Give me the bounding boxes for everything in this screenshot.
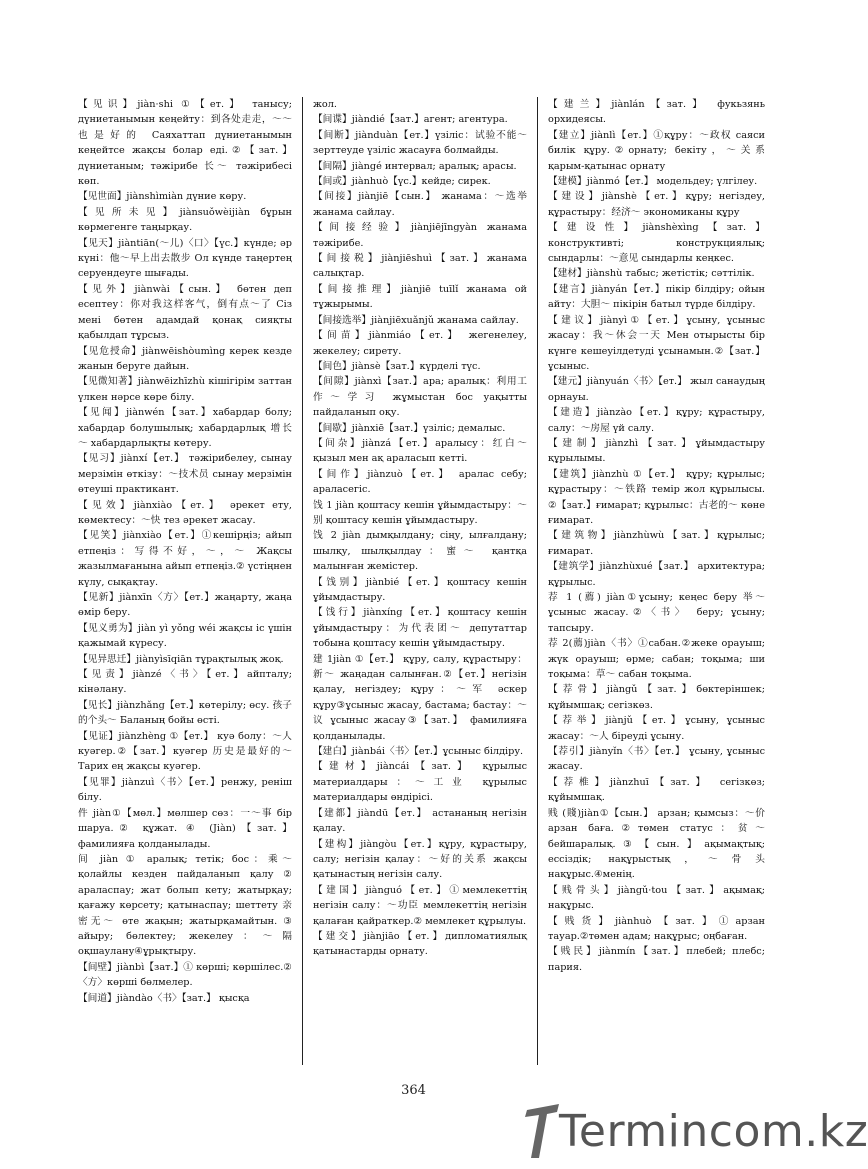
termincom-logo[interactable] (525, 1100, 868, 1166)
dictionary-entry: 【见长】jiànzhǎng【ет.】көтерілу; өсу. 孩子的个头～ Баланың бойы өсті. (78, 699, 292, 727)
dictionary-entry: 【间接税】jiànjiēshuì【зат.】жанама салықтар. (313, 253, 527, 280)
dictionary-entry: 【建造】jiànzào【ет.】құру; құрастыру, салу：～房屋 үй салу. (548, 407, 765, 434)
dictionary-entry: 【建材】jiàncái【зат.】 құрылыс материалдары：～工业 құрылыс материалдары өндірісі. (313, 761, 527, 804)
dictionary-column-middle (313, 97, 527, 1067)
dictionary-column-left (78, 97, 292, 1067)
dictionary-entry: 【间道】jiàndào〈书〉【зат.】 қысқа (78, 992, 250, 1004)
dictionary-entry: 【贱货】jiànhuò【зат.】①арзан тауар.②төмен адам; нақұрыс; оңбаған. (548, 915, 765, 942)
page-number: 364 (401, 1083, 426, 1098)
dictionary-entry: 【建筑物】jiànzhùwù【зат.】құрылыс; ғимарат. (548, 530, 765, 557)
dictionary-entry: 【见义勇为】jiàn yì yǒng wéi жақсы іс үшін қажымай күресу. (78, 622, 292, 650)
dictionary-entry: 【建制】jiànzhì【зат.】ұйымдастыру құрылымы. (548, 437, 765, 465)
dictionary-entry: 饯 1 jiàn қоштасу кешін ұйымдастыру：～别 қоштасу кешін ұйымдастыру. (313, 499, 527, 526)
dictionary-entry: 【建构】jiàngòu【ет.】құру, құрастыру, салу; негізін қалау：～好的关系 жақсы қатынастың негізін салу. (313, 838, 527, 881)
dictionary-entry: 【间歇】jiànxiē【зат.】үзіліс; демалыс. (313, 422, 506, 434)
dictionary-entry: 【见习】jiànxí【ет.】 тәжірибелеу, сынау мерзімін өткізу：～技术员 сынау мерзімін өтеуші практикант. (78, 453, 292, 496)
dictionary-entry: 【间接】jiànjiē【сын.】 жанама：～选举 жанама сайлау. (313, 191, 527, 218)
dictionary-entry: 【见外】jiànwài【сын.】 бөтен деп есептеу：你对我这样客气，倒有点～了 Сіз мені бөтен адамдай қонақ сияқты қабылдап тұрсыз. (78, 283, 292, 342)
dictionary-entry: 建 1jiàn ①【ет.】 құру, салу, құрастыру：新～ жаңадан салынған.②【ет.】негізін қалау, негіздеу; құру：～军 әскер құру③ұсыныс жасау, бастама; бастау：～议 ұсыныс жасау③【зат.】 фамилияға қолданылады. (313, 653, 527, 742)
dictionary-entry: 【建兰】jiànlán【зат.】 фукьзянь орхидеясы. (548, 99, 765, 126)
dictionary-entry: 【间杂】jiànzá【ет.】аралысу：红白～ қызыл мен ақ араласып кетті. (313, 437, 527, 465)
dictionary-entry: 【贱骨头】jiàngǔ·tou【зат.】ақымақ; нақұрыс. (548, 884, 765, 912)
dictionary-entry: 【见证】jiànzhèng ①【ет.】 куә болу：～人 куәгер.②【зат.】куәгер 历史是最好的～ Тарих ең жақсы куәгер. (78, 730, 292, 773)
dictionary-entry: 【间接经验】jiànjiējīngyàn жанама тәжірибе. (313, 222, 527, 249)
dictionary-entry: 【建言】jiànyán【ет.】пікір білдіру; ойын айту：大胆～ пікірін батыл түрде білдіру. (548, 283, 765, 311)
dictionary-entry: 【建国】jiànguó【ет.】①мемлекеттің негізін салу：～功臣 мемлекеттің негізін қалаған қайраткер.② мемлекет құрылуы. (313, 884, 527, 927)
dictionary-entry: 【荐骨】jiàngǔ【зат.】бөктеріншек; құйымшақ; сегізкөз. (548, 684, 765, 711)
dictionary-entry: 【荐引】jiànyǐn〈书〉【ет.】 ұсыну, ұсыныс жасау. (548, 746, 765, 773)
dictionary-entry: 【间接选举】jiànjiēxuǎnjǔ жанама сайлау. (313, 314, 519, 326)
dictionary-entry: жол. (313, 99, 337, 110)
dictionary-entry: 【见罪】jiànzuì〈书〉【ет.】ренжу, реніш білу. (78, 776, 292, 804)
dictionary-entry: 饯 2 jiàn дымқылдану; сіңу, ылғалдану; шылқу, шылқылдау：蜜～ қантқа малынған жемістер. (313, 530, 527, 573)
dictionary-entry: 【饯别】jiànbié【ет.】қоштасу кешін ұйымдастыру. (313, 576, 527, 603)
dictionary-entry: 【见笑】jiànxiào【ет.】①кешірңіз; айып етпеңіз：写得不好，～，～ Жақсы жазылмағанына айып етпеңіз.② үстіңнен күлу, сықақтау. (78, 530, 292, 588)
dictionary-entry: 【见异思迁】jiànyìsīqiān тұрақтылық жоқ. (78, 653, 284, 665)
dictionary-entry: 【建交】jiànjiāo【ет.】дипломатиялық қатынастарды орнату. (313, 930, 527, 958)
dictionary-entry: 【建都】jiàndū【ет.】 астананың негізін қалау. (313, 807, 527, 835)
dictionary-entry: 【间色】jiànsè【зат.】күрделі түс. (313, 360, 481, 372)
dictionary-entry: 【见天】jiàntiān(～儿)〈口〉【үс.】күнде; әр күні：他～早上出去散步 Ол күнде таңертең серуендеуге шығады. (78, 237, 292, 280)
dictionary-entry: 【荐椎】jiànzhuī【зат.】 сегізкөз; құйымшақ. (548, 776, 765, 804)
dictionary-entry: 【见责】jiànzé〈书〉【ет.】айпталу; кінәлану. (78, 669, 292, 696)
dictionary-entry: 【荐举】jiànjǔ【ет.】ұсыну, ұсыныс жасау：～人 біреуді ұсыну. (548, 715, 765, 742)
dictionary-entry: 荐 2(薦)jiàn〈书〉①сабан.②жеке орауыш; жүк орауыш; өрме; сабан; тоқыма; ши тоқыма：草～ сабан тоқыма. (548, 638, 765, 681)
dictionary-entry: 【建议】jiànyì①【ет.】ұсыну, ұсыныс жасау：我～休会一天 Мен отырысты бір күнге кешеуілдетуді ұсынамын.②【зат.】ұсыныс. (548, 314, 765, 372)
dictionary-entry: 【见危授命】jiànwēishòumìng керек кезде жанын беруге дайын. (78, 345, 292, 372)
logo-text: Termincom.kz (559, 1106, 868, 1157)
dictionary-entry: 【见效】jiànxiào【ет.】 әрекет ету, көмектесу：～快 тез әрекет жасау. (78, 499, 292, 526)
dictionary-entry: 【建白】jiànbái〈书〉【ет.】ұсыныс білдіру. (313, 746, 524, 758)
dictionary-entry: 【建设】jiànshè【ет.】құру; негіздеу, құрастыру：经济～ экономиканы құру (548, 191, 765, 218)
dictionary-entry: 【建元】jiànyuán〈书〉【ет.】 жыл санаудың орнауы. (548, 376, 765, 403)
dictionary-entry: 【建筑学】jiànzhùxué【зат.】 архитектура; құрылыс. (548, 561, 765, 588)
dictionary-entry: 间 jiàn ① аралық; тетік; бос：乘～ қолайлы кезден пайдаланып қалу ② араласпау; жат болып кету; жатырқау; қағажу көрсету; қатынаспау; шеттету 亲密无～ өте жақын; жатырқамайтын. ③ айыру; бөлектеу; жекелеу：～隔 оқшаулану④ұрықтыру. (78, 853, 292, 958)
dictionary-entry: 【见新】jiànxīn〈方〉【ет.】жаңарту, жаңа өмір беру. (78, 592, 292, 619)
dictionary-entry: 【建材】jiànshù табыс; жетістік; сәттілік. (548, 268, 755, 280)
dictionary-entry: 【建筑】jiànzhù ①【ет.】 құру; құрылыс; құрастыру：～铁路 темір жол құрылысы. ②【зат.】ғимарат; құрылыс：古老的～ көне ғимарат. (548, 468, 765, 526)
dictionary-entry: 【间苗】jiànmiáo【ет.】 жегенелеу, жекелеу; сирету. (313, 330, 527, 357)
column-divider (537, 97, 538, 1065)
dictionary-entry: 【间隔】jiàngé интервал; аралық; арасы. (313, 160, 517, 172)
dictionary-entry: 【见识】jiàn·shi ①【ет.】 танысу; дүниетанымын кеңейту：到各处走走，～～也是好的 Саяхаттап дүниетанымын кеңейтсе жақсы болар еді.②【зат.】дүниетаным; тәжірибе 长～ тәжірибесі көп. (78, 99, 292, 188)
dictionary-entry: 【建设性】jiànshèxìng【зат.】 конструктивті; конструкциялық; сындарлы：～意见 сындарлы кеңкес. (548, 222, 765, 265)
dictionary-entry: 【间接推理】jiànjiē tuīlǐ жанама ой тұжырымы. (313, 283, 527, 311)
dictionary-entry: 【间隙】jiànxì【зат.】ара; аралық：利用工作～学习 жұмыстан бос уақытты пайдаланып оқу. (313, 376, 527, 419)
dictionary-entry: 【建立】jiànlì【ет.】①құру：～政权 саяси билік құру.②орнату; бекіту，～关系 қарым-қатынас орнату (548, 129, 765, 172)
column-divider (302, 97, 303, 1065)
dictionary-entry: 【间壁】jiànbì【зат.】① көрші; көршілес.②〈方〉көрші бөлмелер. (78, 961, 292, 989)
dictionary-entry: 【间作】jiànzuò【ет.】 аралас себу; араласегіс. (313, 468, 527, 496)
dictionary-entry: 【间断】jiànduàn【ет.】үзіліс：试验不能～ зерттеуде үзіліс жасауға болмайды. (313, 129, 527, 157)
dictionary-entry: 【建模】jiànmó【ет.】 модельдеу; үлгілеу. (548, 176, 758, 188)
dictionary-entry: 【见世面】jiànshìmiàn дүние көру. (78, 191, 247, 203)
dictionary-entry: 荐 1 (薦) jiàn①ұсыну; кеңес беру 举～ ұсыныс жасау.②〈书〉 беру; ұсыну; тапсыру. (548, 592, 765, 634)
dictionary-column-right (548, 97, 765, 1067)
dictionary-entry: 【间谍】jiàndié【зат.】агент; агентура. (313, 114, 508, 126)
dictionary-entry: 贱 (賤)jiàn①【сын.】 арзан; қымсыз：～价 арзан баға.②төмен статус：贫～ бейшаралық.③【сын.】ақымақтық; ессіздік; нақұрыстық，～骨头 нақұрыс.④менің. (548, 807, 765, 881)
dictionary-entry: 【贱民】jiànmín【зат.】плебей; плебс; пария. (548, 946, 765, 973)
dictionary-entry: 【见微知著】jiànwēizhīzhù кішігірім заттан үлкен нәрсе көре білу. (78, 376, 292, 403)
dictionary-entry: 【饯行】jiànxíng【ет.】қоштасу кешін ұйымдастыру：为代表团～ депутаттар тобына қоштасу кешін ұйымдастыру. (313, 607, 527, 650)
dictionary-entry: 【见所未见】jiànsuǒwèijiàn бұрын көрмегенге таңырқау. (78, 206, 292, 234)
dictionary-entry: 【见闻】jiànwén【зат.】хабардар болу; хабардар болушылық; хабардарлық 增长～ хабардарлықты көтеру. (78, 407, 292, 449)
dictionary-entry: 【间或】jiànhuò【үс.】кейде; сирек. (313, 176, 491, 188)
dictionary-entry: 件 jiàn①【мөл.】мөлшер сөз：一～事 бір шаруа.② құжат. ④ (Jiàn)【зат.】 фамилияға қолданылады. (78, 807, 292, 850)
